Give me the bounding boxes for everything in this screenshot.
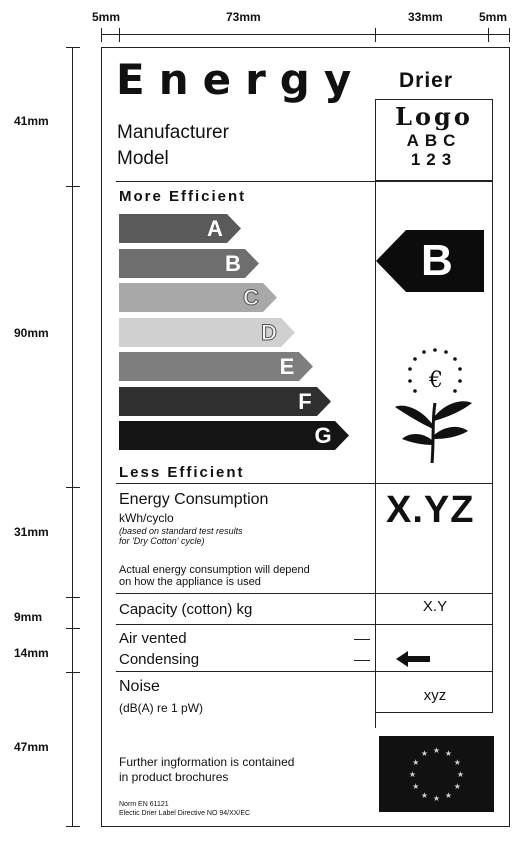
eu-star-icon: ★	[444, 749, 453, 759]
noise-unit: (dB(A) re 1 pW)	[119, 701, 204, 715]
eu-flag-icon	[379, 736, 494, 812]
efficiency-bar-g	[119, 421, 349, 450]
dim-left-14mm: 14mm	[14, 646, 49, 660]
efficiency-bar-a	[119, 214, 241, 243]
efficiency-bar-b	[119, 249, 259, 278]
eu-star-icon: ★	[420, 749, 429, 759]
dim-tick	[509, 28, 510, 42]
dim-tick	[66, 672, 80, 673]
efficiency-bar-letter: F	[298, 388, 312, 414]
logo-line-1: ABC	[406, 131, 462, 150]
further-info-1: Further ingformation is contained	[119, 755, 295, 769]
directive-reference: Electic Drier Label Directive NO 94/XX/EC	[119, 810, 251, 817]
divider-consumption	[116, 593, 493, 594]
divider-type	[116, 671, 493, 672]
eu-star-icon: ★	[453, 758, 461, 767]
dim-left-90mm: 90mm	[14, 326, 49, 340]
noise-label: Noise	[119, 678, 160, 695]
consumption-note-1: (based on standard test results	[119, 526, 243, 536]
rating-letter: B	[421, 236, 453, 285]
dim-left-47mm: 47mm	[14, 740, 49, 754]
norm-reference: Norm EN 61121	[119, 801, 169, 808]
logo-box	[375, 99, 493, 181]
eu-star-icon: ★	[456, 770, 465, 779]
logo-line-2: 123	[410, 150, 458, 169]
model-text: Model	[117, 148, 169, 169]
efficiency-bar-f	[119, 387, 331, 416]
dim-top-5mm-left: 5mm	[92, 10, 121, 24]
efficiency-bar-letter: D	[261, 319, 277, 345]
eu-star-icon: ★	[412, 758, 420, 767]
logo-word: Logo	[395, 102, 473, 131]
dim-top-73mm: 73mm	[226, 10, 261, 24]
air-vented-label: Air vented	[119, 630, 187, 647]
consumption-note-2: for 'Dry Cotton' cycle)	[119, 536, 205, 546]
dim-tick	[66, 186, 80, 187]
more-efficient-label: More Efficient	[119, 188, 247, 205]
dim-tick	[375, 28, 376, 42]
dim-tick	[66, 487, 80, 488]
efficiency-bar-letter: E	[279, 354, 295, 379]
dim-line-left	[72, 47, 73, 827]
dim-tick	[66, 628, 80, 629]
efficiency-bar-d	[119, 318, 295, 347]
actual-consumption-1: Actual energy consumption will depend	[119, 564, 310, 576]
further-info-2: in product brochures	[119, 770, 229, 784]
dim-left-9mm: 9mm	[14, 610, 43, 624]
eu-ecolabel-flower-icon	[392, 345, 478, 467]
label-title: Energy	[116, 55, 366, 104]
divider-noise	[375, 712, 493, 713]
dim-tick	[66, 826, 80, 827]
dim-left-31mm: 31mm	[14, 525, 49, 539]
efficiency-bar-c	[119, 283, 277, 312]
dim-left-41mm: 41mm	[14, 114, 49, 128]
eu-star-icon: ★	[453, 782, 461, 791]
capacity-value: X.Y	[422, 598, 448, 615]
eu-star-icon: ★	[444, 790, 453, 800]
efficiency-bar-e	[119, 352, 313, 381]
efficiency-bar-letter: C	[243, 285, 259, 310]
appliance-type: Drier	[399, 69, 454, 92]
efficiency-bar-letter: B	[225, 250, 241, 276]
divider-header	[116, 181, 493, 182]
eu-star-icon: ★	[412, 782, 420, 791]
dim-line-top	[101, 34, 510, 35]
dim-tick	[119, 28, 120, 42]
condensing-label: Condensing	[119, 651, 200, 668]
manufacturer-text: Manufacturer	[117, 122, 229, 143]
efficiency-bar-letter: G	[314, 423, 332, 448]
efficiency-bar-letter: A	[207, 216, 223, 241]
eu-star-icon: ★	[432, 794, 441, 803]
divider-capacity	[116, 624, 493, 625]
eu-star-icon: ★	[432, 746, 441, 755]
svg-text:€: €	[429, 368, 443, 393]
less-efficient-label: Less Efficient	[119, 464, 245, 481]
condensing-dash	[354, 660, 370, 661]
dim-tick	[101, 28, 102, 42]
capacity-label: Capacity (cotton) kg	[119, 601, 253, 618]
air-vented-dash	[354, 639, 370, 640]
divider-right	[492, 181, 493, 712]
dim-top-33mm: 33mm	[408, 10, 443, 24]
energy-consumption-title: Energy Consumption	[119, 491, 269, 508]
divider-scale	[116, 483, 493, 484]
dim-tick	[66, 47, 80, 48]
dim-tick	[488, 28, 489, 42]
dim-tick	[66, 597, 80, 598]
consumption-unit: kWh/cyclo	[119, 511, 174, 525]
consumption-value: X.YZ	[386, 489, 475, 531]
eu-star-icon: ★	[408, 770, 417, 779]
actual-consumption-2: on how the appliance is used	[119, 576, 261, 588]
eu-star-icon: ★	[420, 790, 429, 800]
arrow-left-icon	[396, 651, 430, 667]
dim-top-5mm-right: 5mm	[479, 10, 508, 24]
noise-value: xyz	[423, 687, 447, 704]
